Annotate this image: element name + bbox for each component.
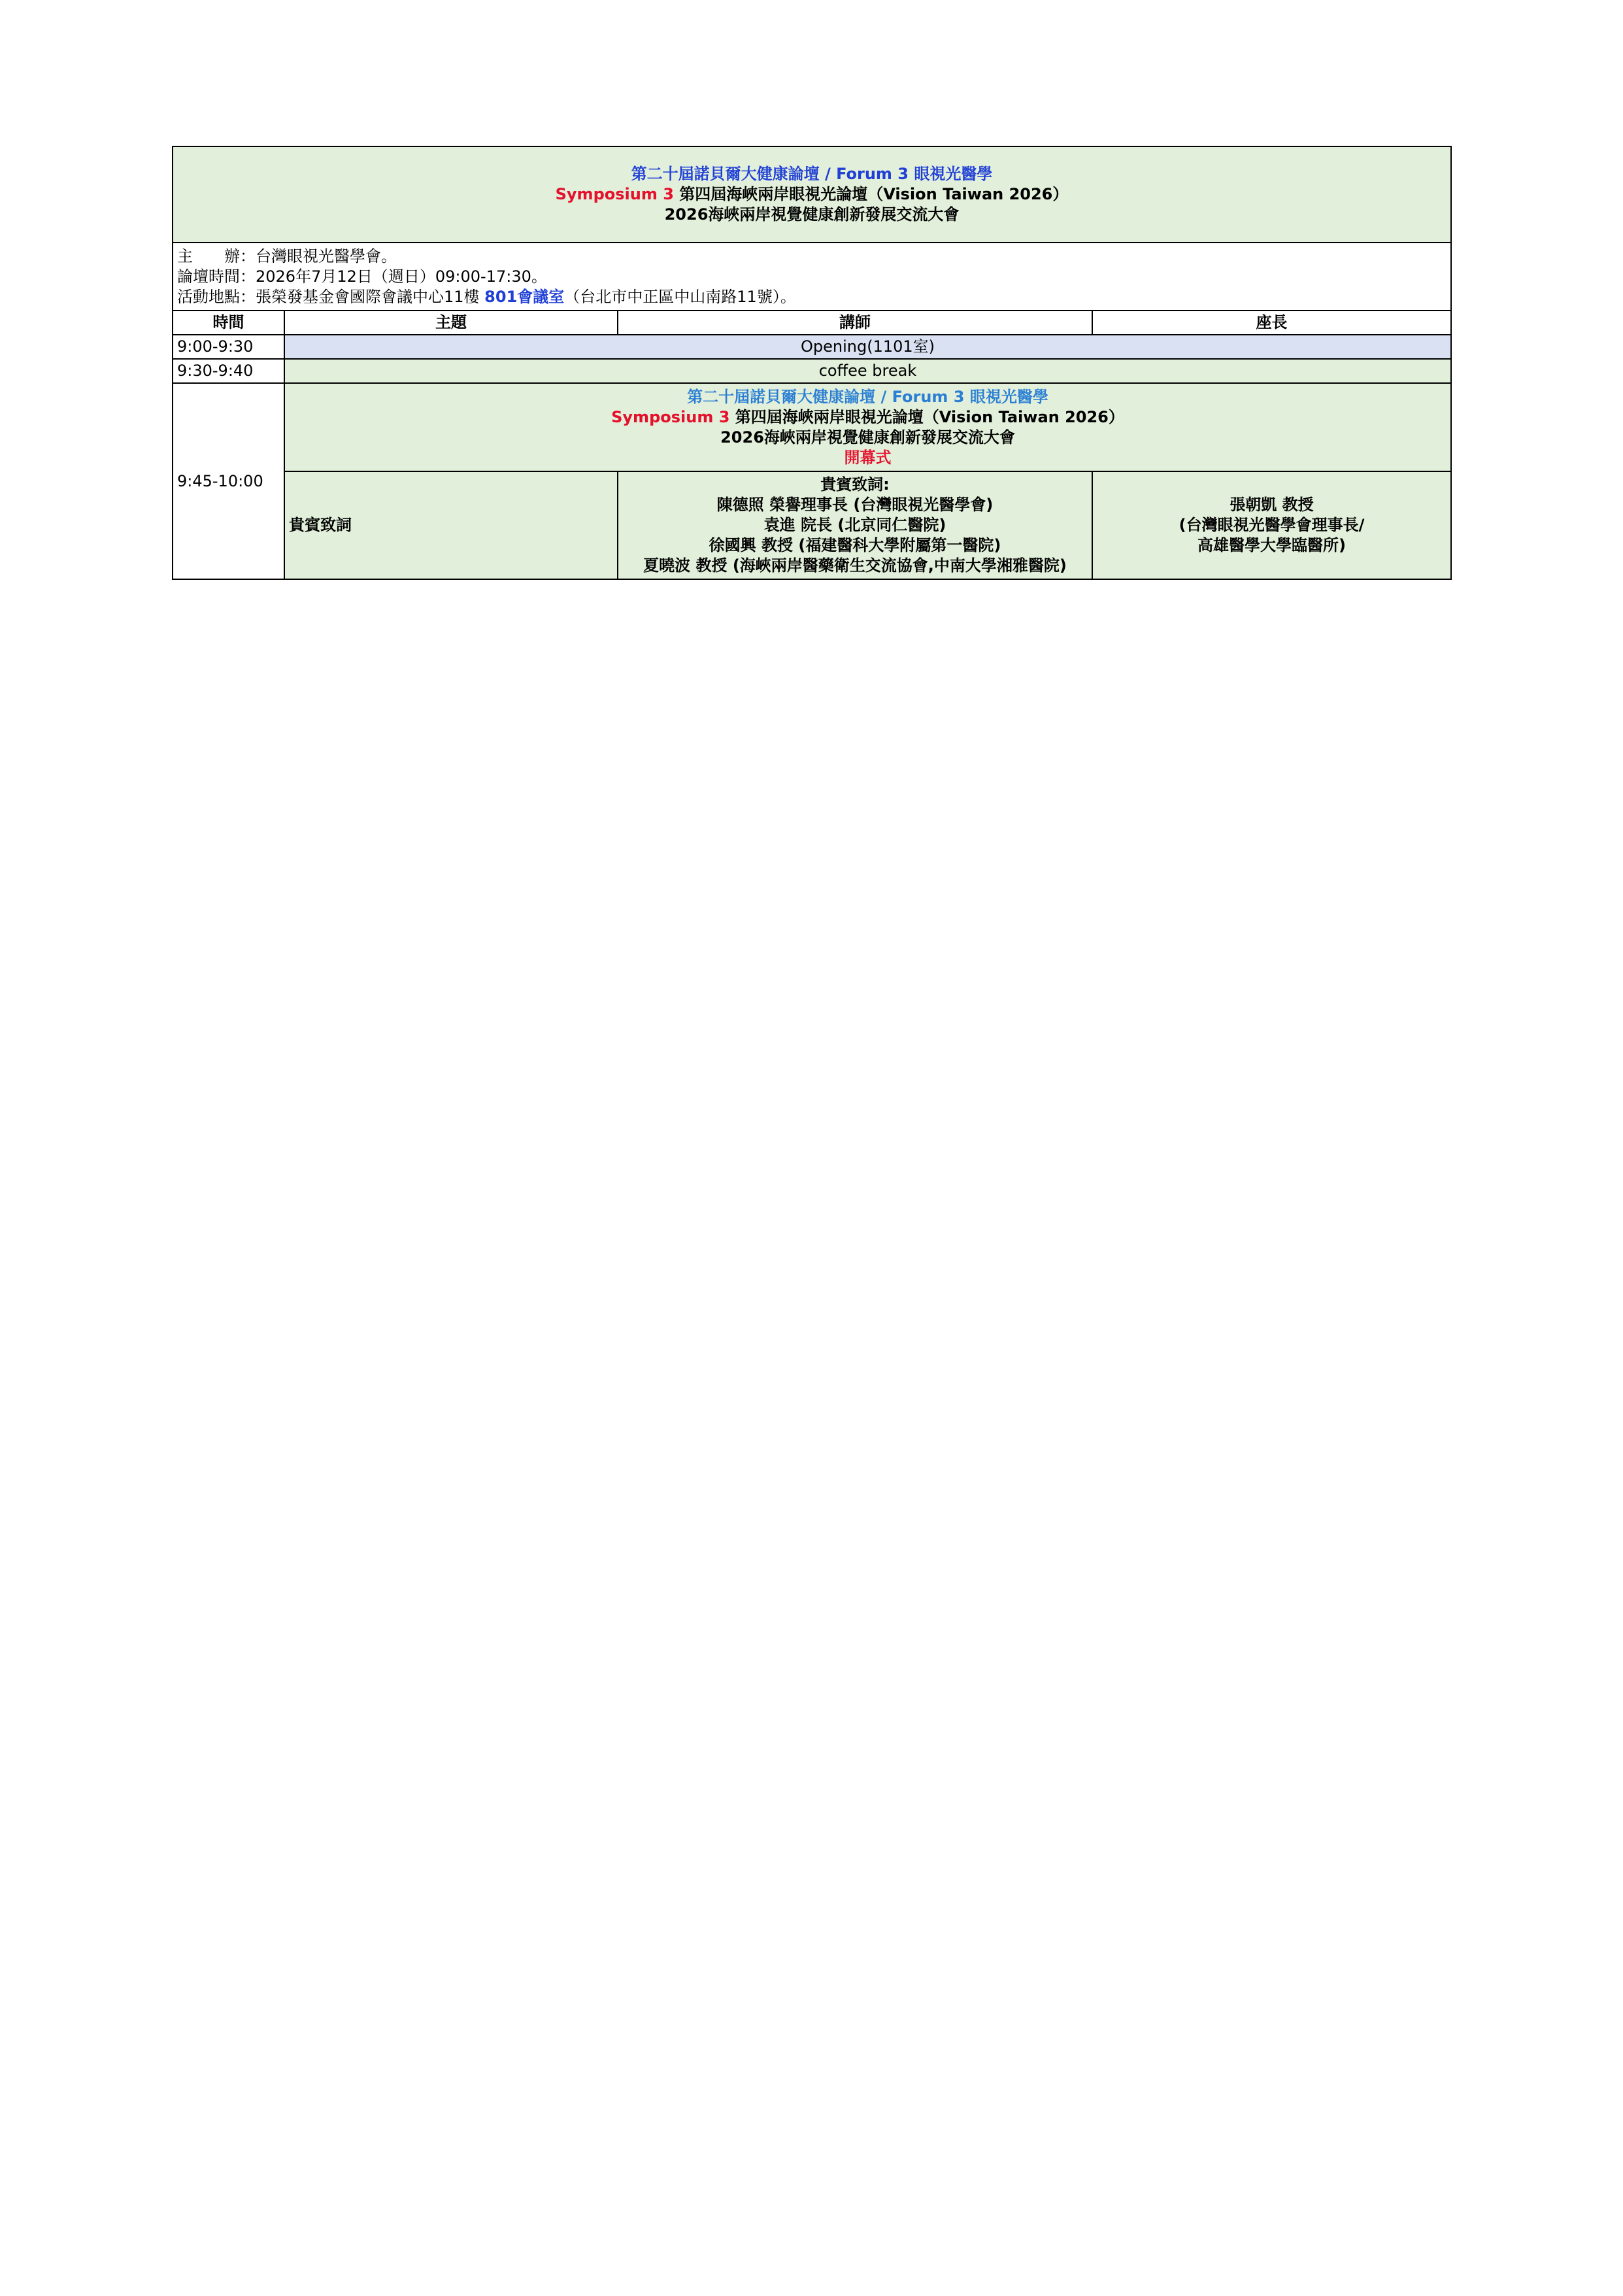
schedule-table — [172, 146, 1452, 580]
opening-ceremony-label: 開幕式 — [844, 448, 892, 467]
ceremony-header: 第二十屆諾貝爾大健康論壇 / Forum 3 眼視光醫學 Symposium 3 第四屆海峽兩岸眼視光論壇（Vision Taiwan 2026） 2026海峽兩岸視覺健康創新發展交流大會 開幕式 — [284, 383, 1451, 471]
text-line: 夏曉波 教授 (海峽兩岸醫藥衛生交流協會,中南大學湘雅醫院) — [643, 556, 1067, 575]
schedule-sheet — [172, 146, 1450, 580]
symposium-title: Symposium 3 第四屆海峽兩岸眼視光論壇（Vision Taiwan 2026） — [555, 185, 1069, 203]
time-line: 論壇時間：2026年7月12日（週日）09:00-17:30。 — [177, 267, 547, 286]
text-line: 徐國興 教授 (福建醫科大學附屬第一醫院) — [709, 536, 1001, 554]
forum-title: 第二十屆諾貝爾大健康論壇 / Forum 3 眼視光醫學 — [631, 165, 993, 183]
event-info — [173, 243, 1451, 311]
column-header-row — [173, 311, 1451, 335]
text-line: 陳德照 榮譽理事長 (台灣眼視光醫學會) — [716, 496, 994, 514]
text-line: (台灣眼視光醫學會理事長/ — [1179, 516, 1365, 534]
text-line: 高雄醫學大學臨醫所) — [1197, 536, 1346, 554]
opening-time: 9:00-9:30 — [173, 335, 284, 359]
col-speaker-header: 講師 — [618, 311, 1092, 335]
col-topic-header: 主題 — [284, 311, 618, 335]
col-chair-header: 座長 — [1092, 311, 1451, 335]
venue-line: 活動地點：張榮發基金會國際會議中心11樓 801會議室（台北市中正區中山南路11號）。 — [177, 287, 796, 306]
col-time-header: 時間 — [173, 311, 284, 335]
ceremony-time: 9:45-10:00 — [173, 383, 284, 579]
ceremony-chair — [1092, 471, 1451, 579]
host-line: 主 辦：台灣眼視光醫學會。 — [177, 246, 397, 265]
forum-header — [173, 146, 1451, 243]
text-line: 貴賓致詞: — [820, 475, 890, 494]
coffee-break-label: coffee break — [284, 359, 1451, 383]
ceremony-speakers — [618, 471, 1092, 579]
ceremony-topic: 貴賓致詞 — [284, 471, 618, 579]
text-line: 張朝凱 教授 — [1230, 496, 1314, 514]
opening-label: Opening(1101室) — [284, 335, 1451, 359]
break-time: 9:30-9:40 — [173, 359, 284, 383]
conference-title: 2026海峽兩岸視覺健康創新發展交流大會 — [664, 205, 960, 224]
text-line: 袁進 院長 (北京同仁醫院) — [763, 516, 946, 534]
